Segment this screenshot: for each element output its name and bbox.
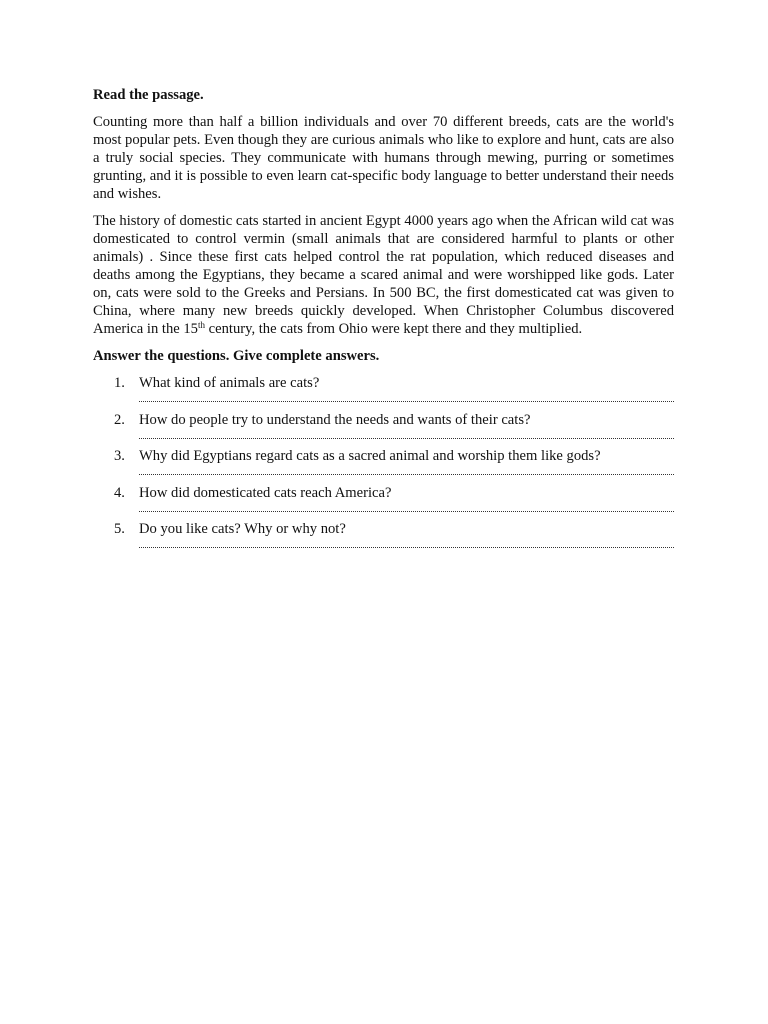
question-text: What kind of animals are cats?	[139, 375, 320, 391]
paragraph-2-text: The history of domestic cats started in ancient Egypt 4000 years ago when the African wild cat was domesticated to control vermin (small animals that are considered harmful to plants or other animals) . Since these first cats helped control the rat population, which reduced diseases and deaths among the Egyptians, they became a scared animal and were worshipped like gods. Later on, cats were sold to the Greeks and Persians. In 500 BC, the first domesticated cat was given to China, where many new breeds quickly developed. When Christopher Columbus discovered America in the 15	[93, 213, 674, 337]
answer-line[interactable]	[139, 547, 674, 548]
question-list	[93, 374, 674, 557]
answer-line[interactable]	[139, 438, 674, 439]
question-number: 1.	[114, 375, 125, 391]
question-number: 3.	[114, 448, 125, 464]
question-item	[93, 484, 674, 521]
question-text: How did domesticated cats reach America?	[139, 484, 392, 501]
worksheet-page	[93, 86, 674, 557]
answer-line[interactable]	[139, 511, 674, 512]
question-item	[93, 520, 674, 557]
question-text: Why did Egyptians regard cats as a sacred animal and worship them like gods?	[139, 448, 601, 464]
question-item	[93, 447, 674, 484]
question-item	[93, 374, 674, 411]
answer-questions-heading: Answer the questions. Give complete answers.	[93, 348, 380, 364]
paragraph-2-text-end: century, the cats from Ohio were kept there and they multiplied.	[204, 321, 583, 337]
question-text: How do people try to understand the needs and wants of their cats?	[139, 411, 531, 428]
answer-line[interactable]	[139, 474, 674, 475]
question-text: Do you like cats? Why or why not?	[139, 521, 346, 537]
question-number: 4.	[114, 484, 125, 501]
read-passage-heading: Read the passage.	[93, 87, 204, 103]
question-number: 5.	[114, 521, 125, 537]
answer-line[interactable]	[139, 401, 674, 402]
passage-paragraph-1: Counting more than half a billion individuals and over 70 different breeds, cats are the world's most popular pets. Even though they are curious animals who like to explore and hunt, cats are also a truly social species. They communicate with humans through mewing, purring or sometimes grunting, and it is possible to even learn cat-specific body language to better understand their needs and wishes.	[93, 114, 674, 202]
question-item	[93, 411, 674, 448]
passage-paragraph-2	[93, 212, 674, 338]
ordinal-superscript: th	[197, 320, 205, 330]
question-number: 2.	[114, 411, 125, 428]
